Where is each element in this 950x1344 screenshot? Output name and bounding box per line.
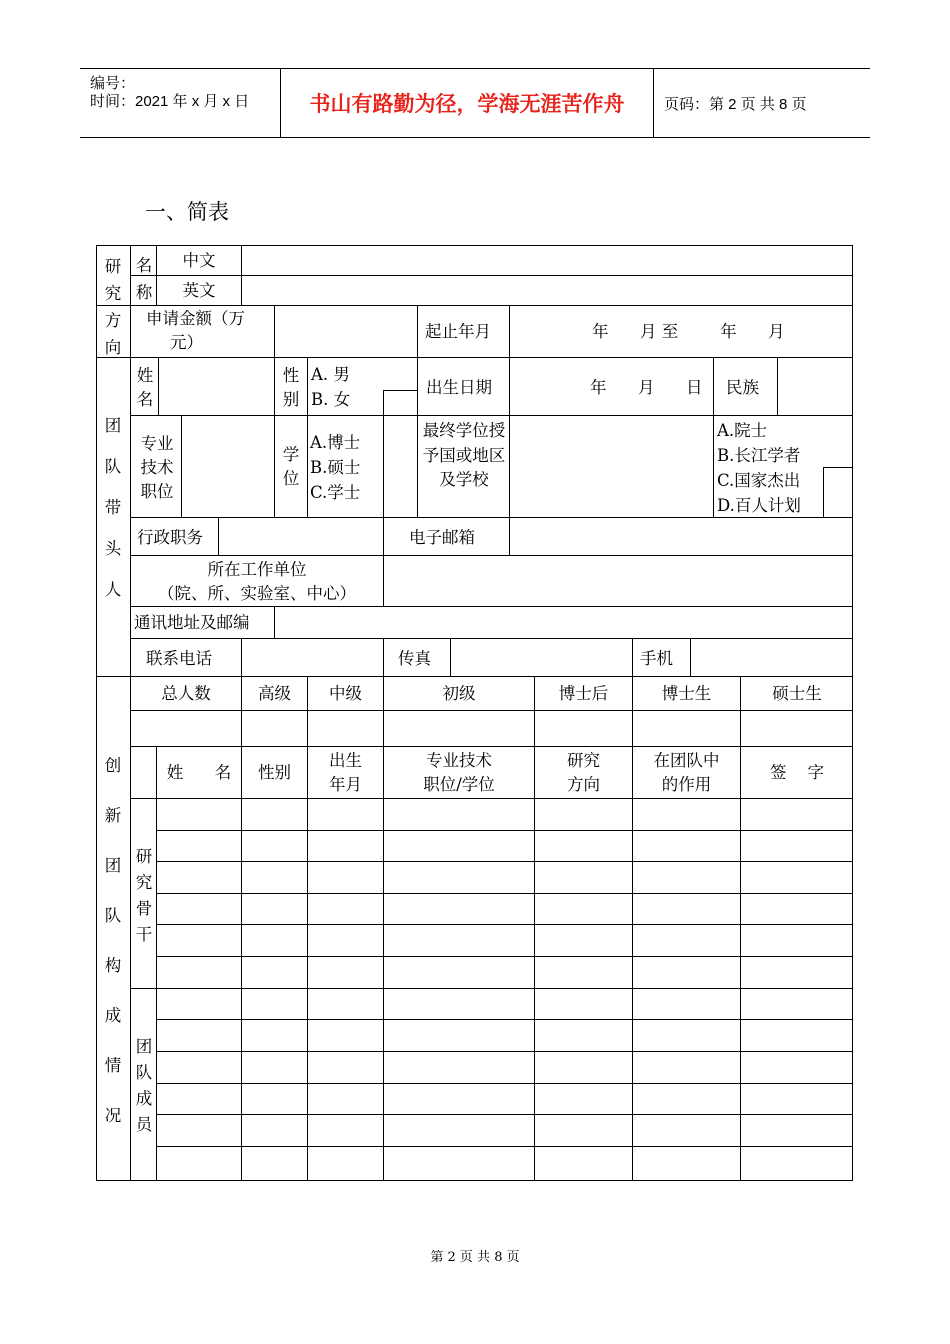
ethnic-label: 民族: [726, 378, 759, 397]
summary-header-phd: 博士生: [661, 684, 712, 703]
chinese-name-input[interactable]: [242, 246, 852, 274]
team-member-label: 团队成员: [135, 1037, 153, 1134]
period-label: 起止年月: [425, 322, 491, 341]
member-header-direction-2: 方向: [567, 775, 600, 794]
header-motto: 书山有路勤为径，学海无涯苦作舟: [309, 92, 625, 116]
work-unit-label-line1: 所在工作单位: [207, 560, 307, 579]
address-label: 通讯地址及邮编: [134, 613, 250, 632]
degree-label: 学位: [282, 445, 300, 488]
work-unit-input[interactable]: [384, 556, 852, 605]
period-value[interactable]: 年 月 至 年 月: [592, 322, 785, 341]
professional-title-input[interactable]: [182, 416, 273, 516]
team-leader-label: 团队带头人: [104, 416, 122, 599]
degree-option-master[interactable]: B.硕士: [310, 458, 361, 477]
research-core-label: 研究骨干: [135, 847, 153, 944]
summary-header-total: 总人数: [161, 684, 211, 703]
mobile-input[interactable]: [691, 639, 852, 675]
english-label: 英文: [182, 281, 216, 300]
honor-option-hundred-talents[interactable]: D.百人计划: [717, 496, 801, 515]
fax-label: 传真: [398, 649, 431, 668]
degree-option-bachelor[interactable]: C.学士: [310, 483, 361, 502]
page-footer: 第 2 页 共 8 页: [430, 1250, 520, 1265]
birth-date-label: 出生日期: [426, 378, 492, 397]
team-composition-label: 创新团队构成情况: [104, 756, 122, 1125]
member-header-birth-2: 年月: [329, 775, 362, 794]
section-title: 一、简表: [145, 200, 229, 224]
summary-header-intermediate: 中级: [329, 684, 362, 703]
header-page-number: 页码：第 2 页 共 8 页: [664, 95, 807, 113]
research-direction-label: 研究方向: [104, 257, 122, 357]
phone-input[interactable]: [242, 639, 382, 675]
final-degree-label: 最终学位授予国或地区及学校: [422, 421, 506, 489]
final-degree-input[interactable]: [510, 416, 712, 516]
leader-gender-label: 性别: [282, 366, 300, 409]
member-header-sign: 签 字: [770, 763, 824, 782]
member-header-role-1: 在团队中: [653, 751, 720, 770]
degree-checkbox[interactable]: [384, 416, 417, 516]
amount-input[interactable]: [275, 306, 416, 356]
professional-title-label: 专业技术职位: [140, 434, 174, 501]
english-name-input[interactable]: [242, 276, 852, 304]
member-header-name: 姓 名: [166, 763, 232, 782]
honor-checkbox[interactable]: [824, 468, 852, 516]
mobile-label: 手机: [640, 649, 673, 668]
gender-option-female[interactable]: B. 女: [311, 390, 351, 409]
member-header-direction-1: 研究: [567, 751, 600, 770]
birth-date-value[interactable]: 年 月 日: [590, 378, 703, 397]
gender-checkbox[interactable]: [384, 391, 417, 415]
honor-option-changjiang[interactable]: B.长江学者: [717, 446, 801, 465]
leader-name-label: 姓名: [136, 366, 154, 409]
chinese-label: 中文: [182, 251, 216, 270]
work-unit-label-line2: （院、所、实验室、中心）: [158, 584, 356, 603]
fax-input[interactable]: [451, 639, 631, 675]
honor-option-outstanding[interactable]: C.国家杰出: [717, 471, 801, 490]
research-name-label: 名称: [135, 256, 153, 302]
member-header-title-1: 专业技术: [426, 751, 492, 770]
document-number: 编号：: [90, 75, 136, 92]
document-time: 时间：2021 年 x 月 x 日: [90, 93, 250, 110]
member-header-gender: 性别: [258, 763, 291, 782]
degree-option-doctor[interactable]: A.博士: [310, 433, 361, 452]
amount-label-line2: 元）: [170, 333, 203, 352]
leader-name-input[interactable]: [159, 358, 273, 414]
summary-header-master: 硕士生: [772, 684, 822, 703]
summary-header-postdoc: 博士后: [558, 684, 609, 703]
address-input[interactable]: [275, 607, 852, 637]
admin-position-input[interactable]: [219, 518, 382, 554]
honor-option-academician[interactable]: A.院士: [717, 421, 768, 440]
member-header-title-2: 职位/学位: [423, 775, 495, 794]
summary-header-senior: 高级: [258, 684, 291, 703]
email-input[interactable]: [510, 518, 852, 554]
gender-option-male[interactable]: A. 男: [311, 365, 350, 384]
summary-header-junior: 初级: [442, 684, 476, 703]
member-header-role-2: 的作用: [661, 775, 712, 794]
amount-label-line1: 申请金额（万: [146, 309, 245, 328]
member-header-birth-1: 出生: [329, 751, 362, 770]
phone-label: 联系电话: [146, 649, 212, 668]
admin-position-label: 行政职务: [137, 528, 203, 547]
ethnic-input[interactable]: [778, 358, 852, 414]
email-label: 电子邮箱: [409, 528, 475, 547]
